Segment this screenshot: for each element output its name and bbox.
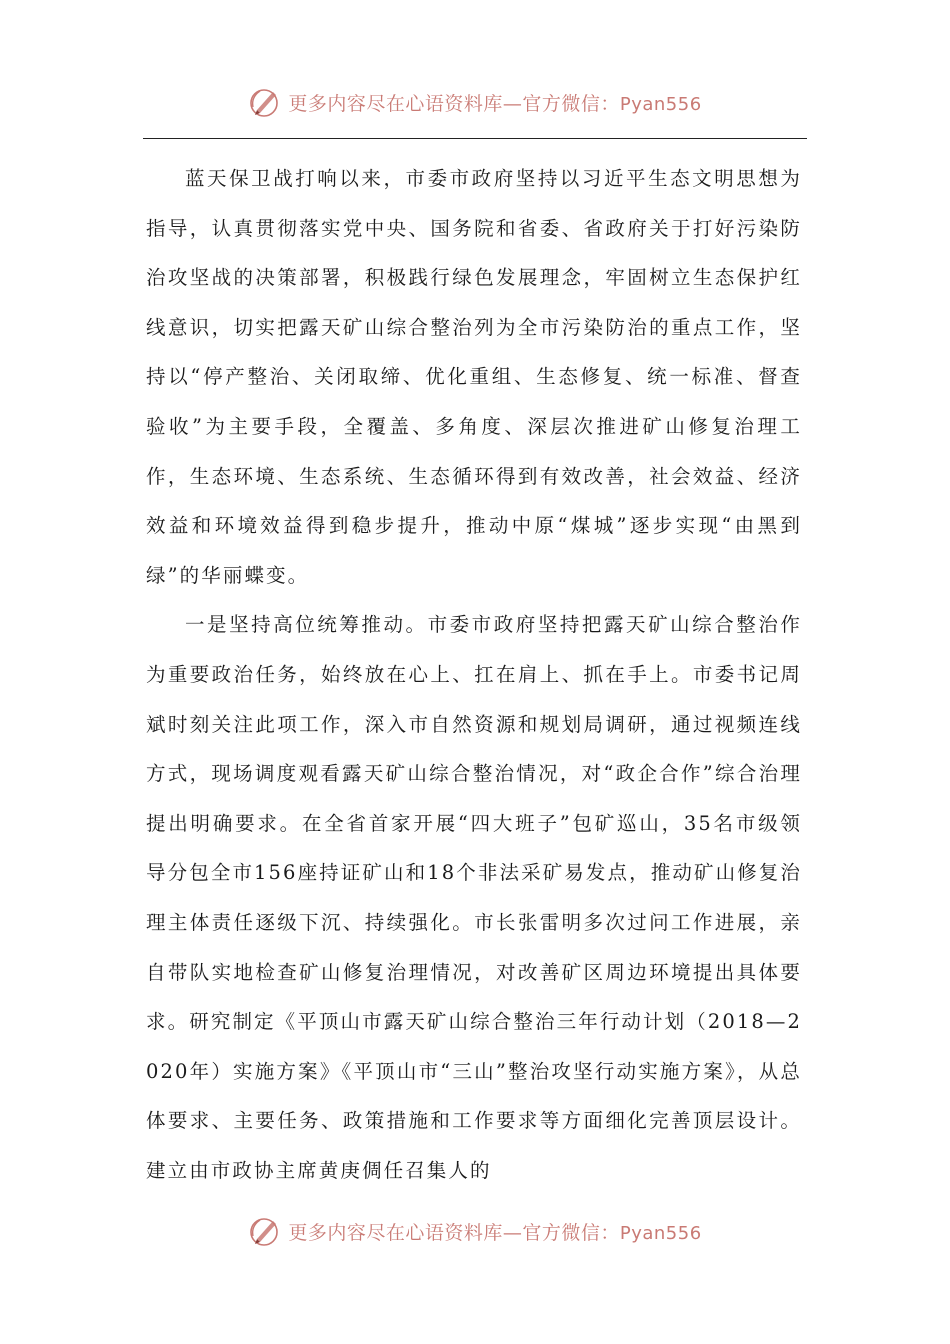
pen-logo-icon (248, 1214, 282, 1248)
paragraph-intro: 蓝天保卫战打响以来，市委市政府坚持以习近平生态文明思想为指导，认真贯彻落实党中央、国务院和省委、省政府关于打好污染防治攻坚战的决策部署，积极践行绿色发展理念，牢固树立生态保护红线意识，切实把露天矿山综合整治列为全市污染防治的重点工作，坚持以“停产整治、关闭取缔、优化重组、生态修复、统一标准、督查验收”为主要手段，全覆盖、多角度、深层次推进矿山修复治理工作，生态环境、生态系统、生态循环得到有效改善，社会效益、经济效益和环境效益得到稳步提升，推动中原“煤城”逐步实现“由黑到绿”的华丽蝶变。 (146, 167, 802, 587)
footer-banner-contact-id: Pyan556 (619, 1222, 702, 1244)
header-rule (143, 138, 807, 139)
footer-banner-dash: — (502, 1221, 523, 1244)
document-body (146, 154, 802, 1195)
pen-logo-icon (248, 85, 282, 119)
header-banner-title: 更多内容尽在心语资料库 (288, 92, 503, 115)
header-banner-contact-id: Pyan556 (619, 93, 702, 115)
footer-banner-text (288, 1218, 701, 1245)
header-banner-text (288, 89, 701, 116)
header-banner-contact-label: 官方微信： (522, 92, 620, 115)
footer-banner-title: 更多内容尽在心语资料库 (288, 1221, 503, 1244)
header-banner-dash: — (502, 92, 523, 115)
paragraph-point-one: 一是坚持高位统筹推动。市委市政府坚持把露天矿山综合整治作为重要政治任务，始终放在心上、扛在肩上、抓在手上。市委书记周斌时刻关注此项工作，深入市自然资源和规划局调研，通过视频连线方式，现场调度观看露天矿山综合整治情况，对“政企合作”综合治理提出明确要求。在全省首家开展“四大班子”包矿巡山，35名市级领导分包全市156座持证矿山和18个非法采矿易发点，推动矿山修复治理主体责任逐级下沉、持续强化。市长张雷明多次过问工作进展，亲自带队实地检查矿山修复治理情况，对改善矿区周边环境提出具体要求。研究制定《平顶山市露天矿山综合整治三年行动计划（2018—2020年）实施方案》《平顶山市“三山”整治攻坚行动实施方案》，从总体要求、主要任务、政策措施和工作要求等方面细化完善顶层设计。建立由市政协主席黄庚倜任召集人的 (146, 613, 802, 1182)
footer-banner-contact-label: 官方微信： (522, 1221, 620, 1244)
header-banner (0, 82, 950, 122)
footer-banner (0, 1211, 950, 1251)
